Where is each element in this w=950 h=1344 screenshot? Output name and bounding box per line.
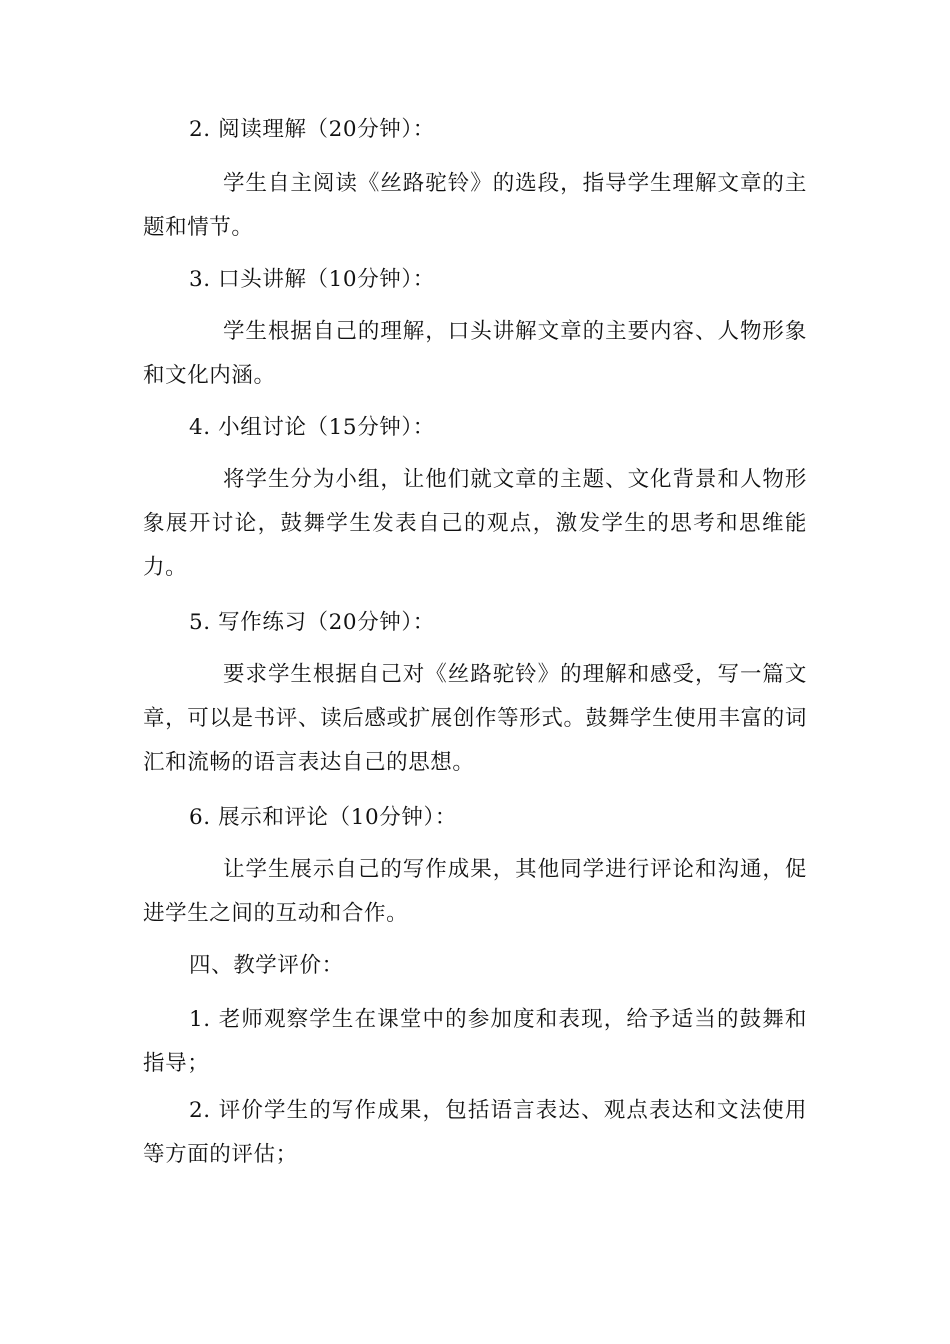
step-body-presentation: 让学生展示自己的写作成果，其他同学进行评论和沟通，促进学生之间的互动和合作。 [143,857,807,926]
step-heading-discussion: 4. 小组讨论（15分钟）： [189,415,435,440]
step-body-writing: 要求学生根据自己对《丝路驼铃》的理解和感受，写一篇文章，可以是书评、读后感或扩展创作等形式。鼓舞学生使用丰富的词汇和流畅的语言表达自己的思想。 [143,662,807,775]
evaluation-item-2: 2. 评价学生的写作成果，包括语言表达、观点表达和文法使用等方面的评估； [143,1098,807,1167]
evaluation-item-1: 1. 老师观察学生在课堂中的参加度和表现，给予适当的鼓舞和指导； [143,1007,807,1076]
step-heading-reading: 2. 阅读理解（20分钟）： [189,117,435,142]
step-heading-oral: 3. 口头讲解（10分钟）： [189,267,435,292]
step-heading-presentation: 6. 展示和评论（10分钟）： [189,805,457,830]
section-heading-evaluation: 四、教学评价： [189,953,344,978]
step-body-oral: 学生根据自己的理解，口头讲解文章的主要内容、人物形象和文化内涵。 [143,319,807,388]
step-body-discussion: 将学生分为小组，让他们就文章的主题、文化背景和人物形象展开讨论，鼓舞学生发表自己的观点，激发学生的思考和思维能力。 [143,467,807,580]
step-heading-writing: 5. 写作练习（20分钟）： [189,610,435,635]
step-body-reading: 学生自主阅读《丝路驼铃》的选段，指导学生理解文章的主题和情节。 [143,171,807,240]
